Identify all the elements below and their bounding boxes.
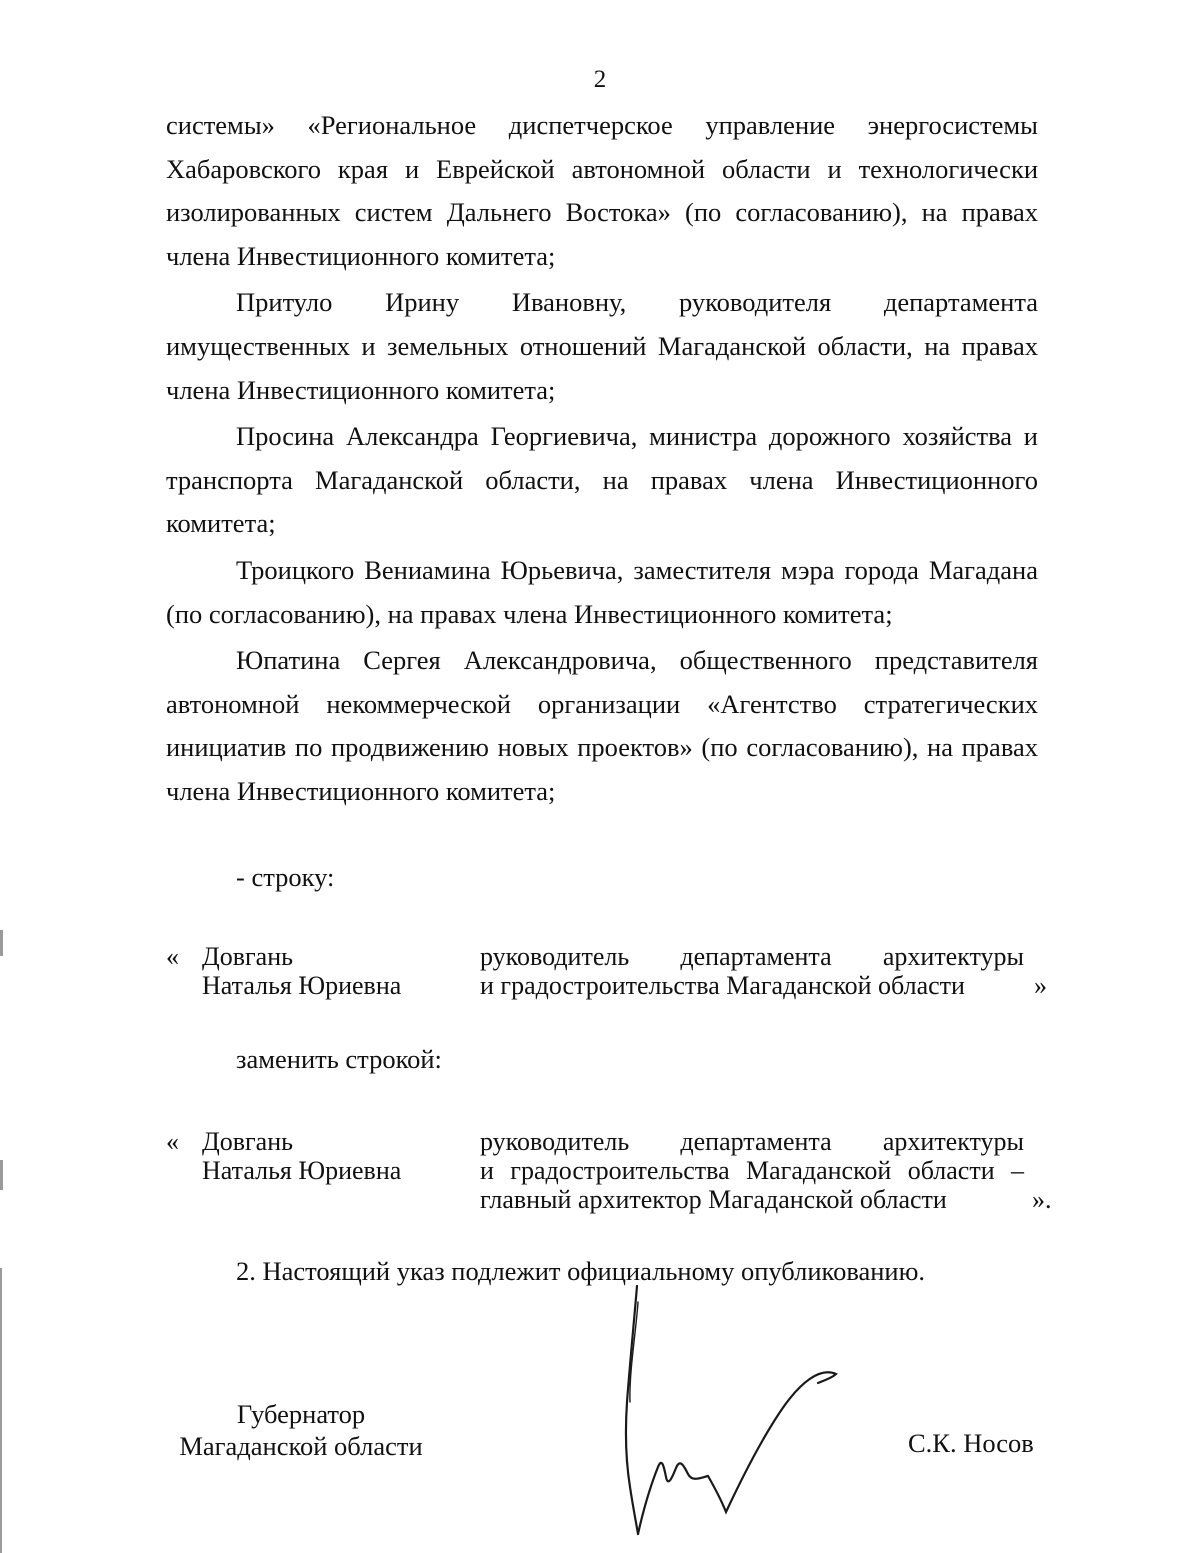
entry-name	[202, 942, 462, 1000]
open-quote: «	[166, 942, 179, 971]
close-quote: ».	[1032, 1185, 1052, 1214]
close-quote: »	[1034, 971, 1047, 1000]
paragraph-troitsky: Троицкого Вениамина Юрьевича, заместителя мэра города Магадана (по согласованию), на правах члена Инвестиционного комитета;	[166, 554, 1038, 629]
signatory-name: С.К. Носов	[908, 1428, 1034, 1458]
open-quote: «	[166, 1127, 179, 1156]
signatory-region: Магаданской области	[179, 1431, 423, 1461]
entry-given-names: Наталья Юриевна	[202, 1156, 402, 1185]
signatory-position: Губернатор	[236, 1399, 366, 1429]
final-clause: 2. Настоящий указ подлежит официальному опубликованию.	[236, 1256, 926, 1286]
page-number: 2	[593, 66, 607, 93]
entry-role-line: и градостроительства Магаданской области	[480, 971, 965, 1000]
document-body	[166, 104, 1038, 814]
entry-role-line: руководитель департамента архитектуры	[480, 1127, 1024, 1156]
entry-role	[480, 942, 1024, 1000]
entry-role-line: руководитель департамента архитектуры	[480, 942, 1024, 971]
instruction-line: - строку:	[236, 862, 335, 892]
entry-surname: Довгань	[202, 1127, 293, 1156]
entry-surname: Довгань	[202, 942, 293, 971]
scan-edge-mark	[0, 1268, 2, 1553]
entry-role-line: главный архитектор Магаданской области	[480, 1185, 947, 1214]
entry-role-line: и градостроительства Магаданской области –	[480, 1156, 1024, 1185]
entry-name	[202, 1127, 462, 1185]
scan-edge-mark	[0, 1160, 3, 1190]
entry-role	[480, 1127, 1024, 1214]
paragraph-pritulo: Притуло Ирину Ивановну, руководителя департамента имущественных и земельных отношений Магаданской области, на правах члена Инвестиционного комитета;	[166, 287, 1038, 405]
signatory-title	[166, 1398, 436, 1462]
scan-edge-mark	[0, 930, 3, 956]
paragraph-continuation: системы» «Региональное диспетчерское управление энергосистемы Хабаровского края и Еврейской автономной области и технологически изолированных систем Дальнего Востока» (по согласованию), на правах члена Инвестиционного комитета;	[166, 110, 1038, 271]
paragraph-prosin: Просина Александра Георгиевича, министра дорожного хозяйства и транспорта Магаданской области, на правах члена Инвестиционного комитета;	[166, 421, 1038, 539]
handwritten-signature	[600, 1282, 860, 1542]
entry-given-names: Наталья Юриевна	[202, 971, 402, 1000]
paragraph-yupatin: Юпатина Сергея Александровича, общественного представителя автономной некоммерческой организации «Агентство стратегических инициатив по продвижению новых проектов» (по согласованию), на правах члена Инвестиционного комитета;	[166, 645, 1038, 806]
instruction-replace: заменить строкой:	[236, 1044, 442, 1074]
